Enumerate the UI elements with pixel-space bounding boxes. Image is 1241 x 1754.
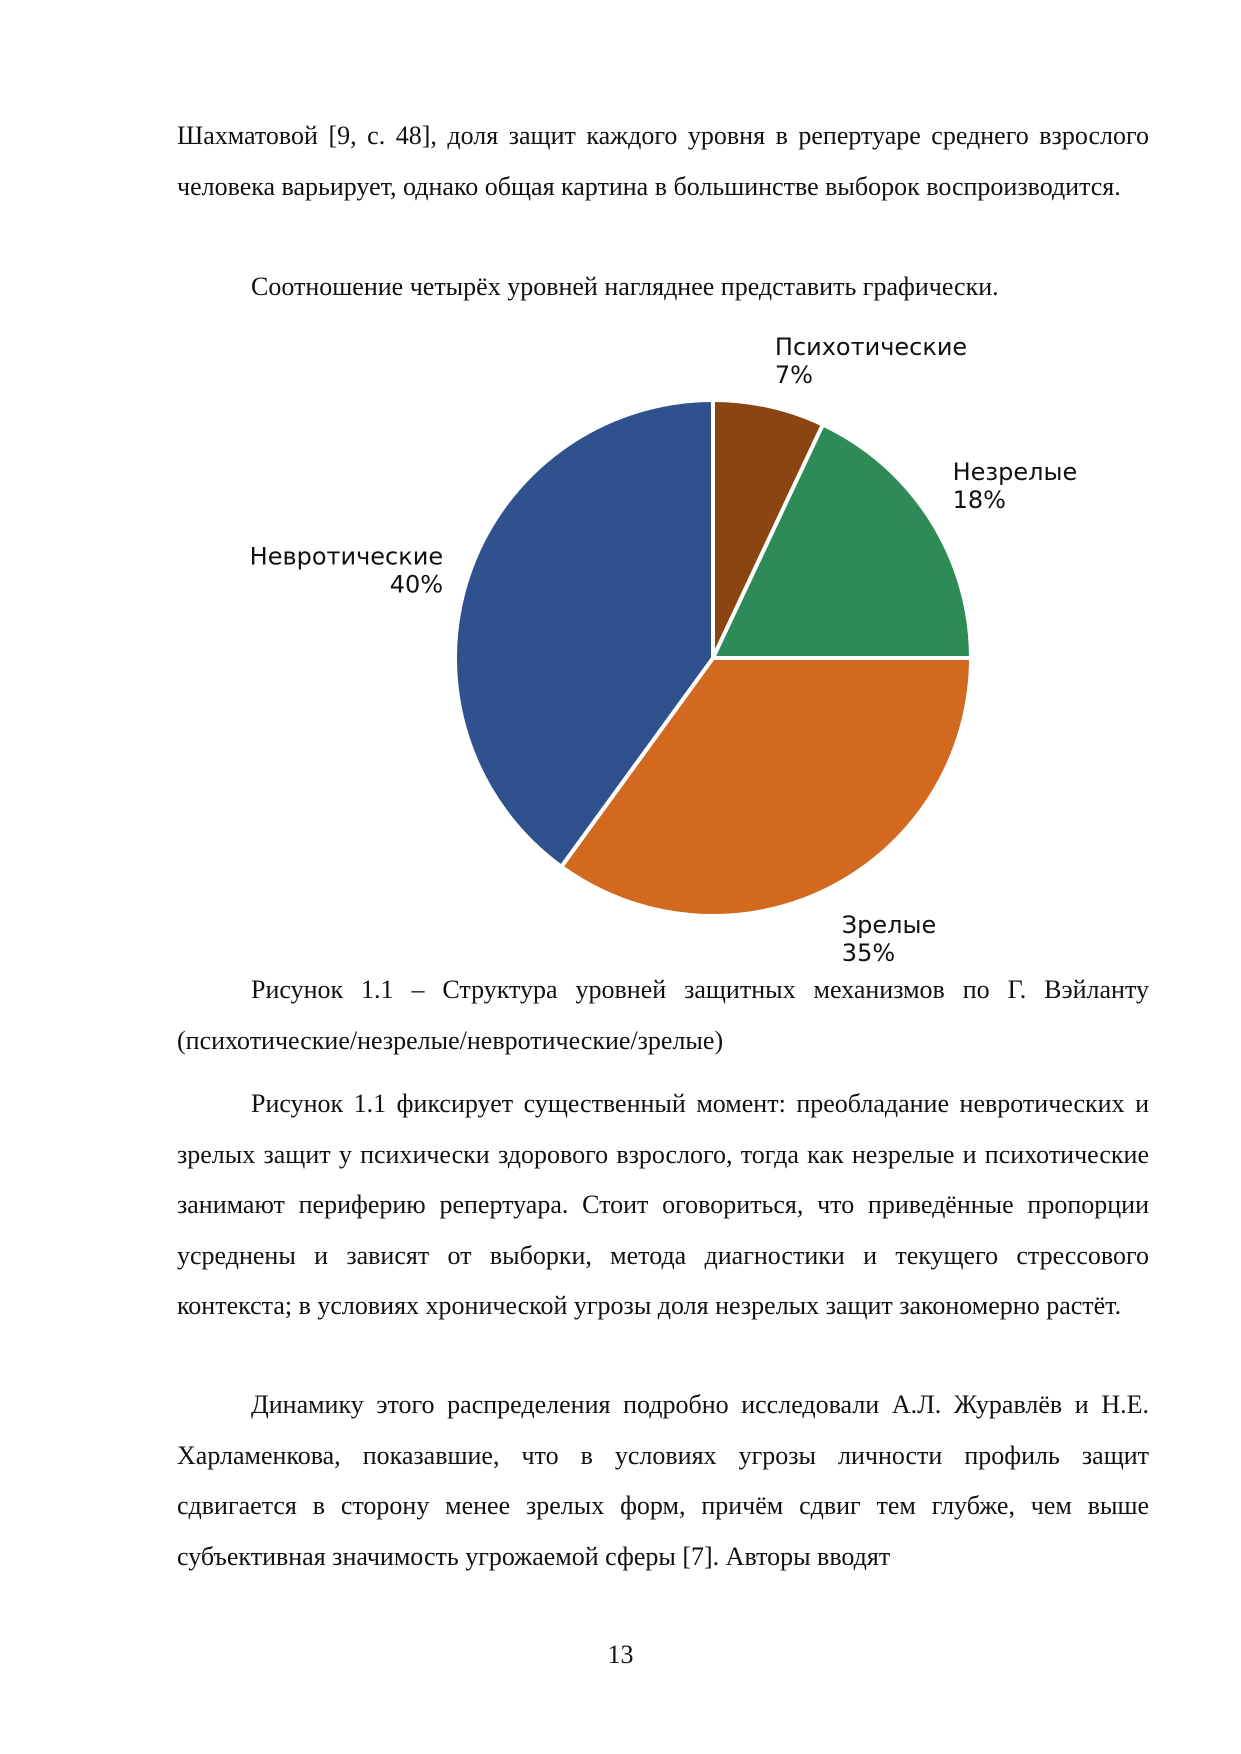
pie-label-name: Зрелые [841, 910, 937, 939]
paragraph-text: Соотношение четырёх уровней нагляднее представить графически. [251, 272, 999, 301]
pie-label-value: 7% [774, 361, 813, 389]
pie-label-value: 18% [952, 485, 1006, 514]
pie-label-name: Психотические [774, 333, 968, 361]
paragraph-intro [177, 111, 1149, 212]
paragraph-dynamics [177, 1380, 1149, 1582]
pie-label-name: Незрелые [952, 457, 1078, 486]
pie-label-name: Невротические [249, 542, 444, 571]
paragraph-text: Динамику этого распределения подробно исследовали А.Л. Журавлёв и Н.Е. Харламенкова, показавшие, что в условиях угрозы личности профиль защит сдвигается в сторону менее зрелых форм, причём сдвиг тем глубже, чем выше субъективная значимость угрожаемой сферы [7]. Авторы вводят [177, 1390, 1149, 1571]
caption-text: Рисунок 1.1 – Структура уровней защитных механизмов по Г. Вэйланту (психотические/незрелые/невротические/зрелые) [177, 975, 1149, 1055]
paragraph-text: Шахматовой [9, с. 48], доля защит каждого уровня в репертуаре среднего взрослого человека варьирует, однако общая картина в большинстве выборок воспроизводится. [177, 121, 1149, 201]
pie-label-value: 35% [841, 938, 896, 967]
paragraph-discussion [177, 1079, 1149, 1332]
paragraph-text: Рисунок 1.1 фиксирует существенный момент: преобладание невротических и зрелых защит у психически здорового взрослого, тогда как незрелые и психотические занимают периферию репертуара. Стоит оговориться, что приведённые пропорции усреднены и зависят от выборки, метода диагностики и текущего стрессового контекста; в условиях хронической угрозы доля незрелых защит закономерно растёт. [177, 1089, 1149, 1320]
page-number: 13 [607, 1640, 634, 1669]
pie-slices [455, 400, 971, 916]
paragraph-chart-intro [177, 262, 1149, 313]
figure-caption [177, 965, 1149, 1066]
pie-label-value: 40% [389, 570, 444, 599]
pie-chart [0, 330, 1241, 967]
